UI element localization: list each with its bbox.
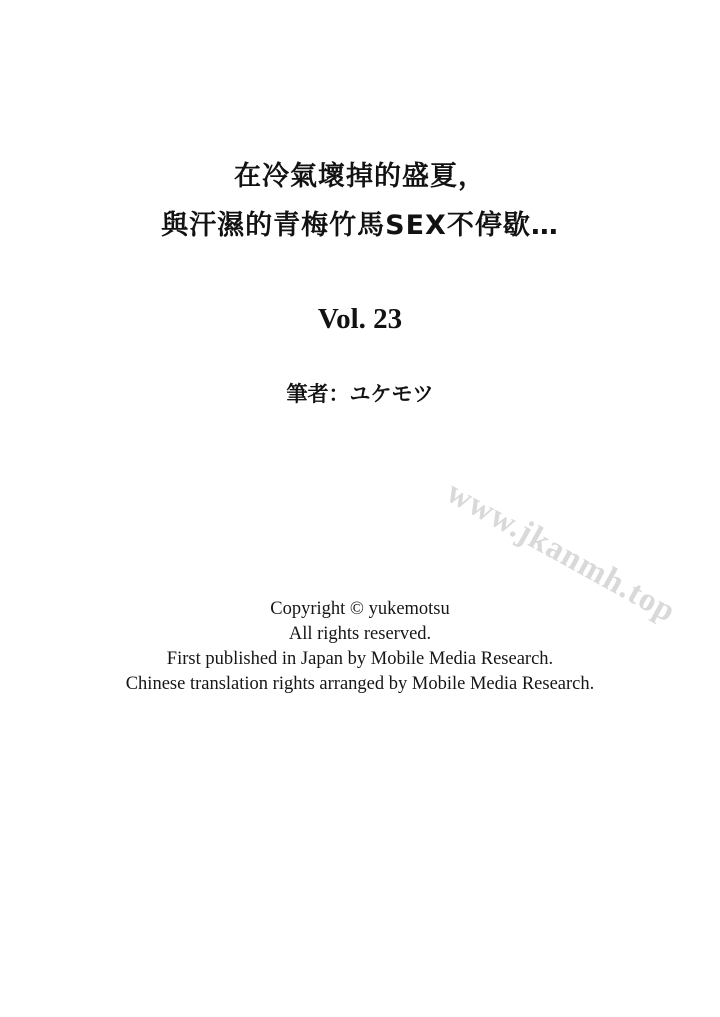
- copyright-block: [0, 597, 720, 697]
- watermark: [440, 432, 715, 630]
- copyright-line-3: First published in Japan by Mobile Media Research.: [166, 649, 554, 669]
- copyright-line-1: Copyright © yukemotsu: [270, 599, 450, 619]
- title-line-1: 在冷氣壞掉的盛夏，: [234, 161, 486, 192]
- page-title: [0, 152, 720, 250]
- author-label: 筆者：ユケモツ: [286, 382, 434, 406]
- copyright-line-2: All rights reserved.: [288, 624, 432, 644]
- volume-label: Vol. 23: [317, 303, 403, 335]
- copyright-line-4: Chinese translation rights arranged by Mobile Media Research.: [125, 674, 595, 694]
- watermark-text: www.jkanmh.top: [440, 474, 682, 630]
- title-line-2: 與汗濕的青梅竹馬SEX不停歇…: [161, 210, 559, 241]
